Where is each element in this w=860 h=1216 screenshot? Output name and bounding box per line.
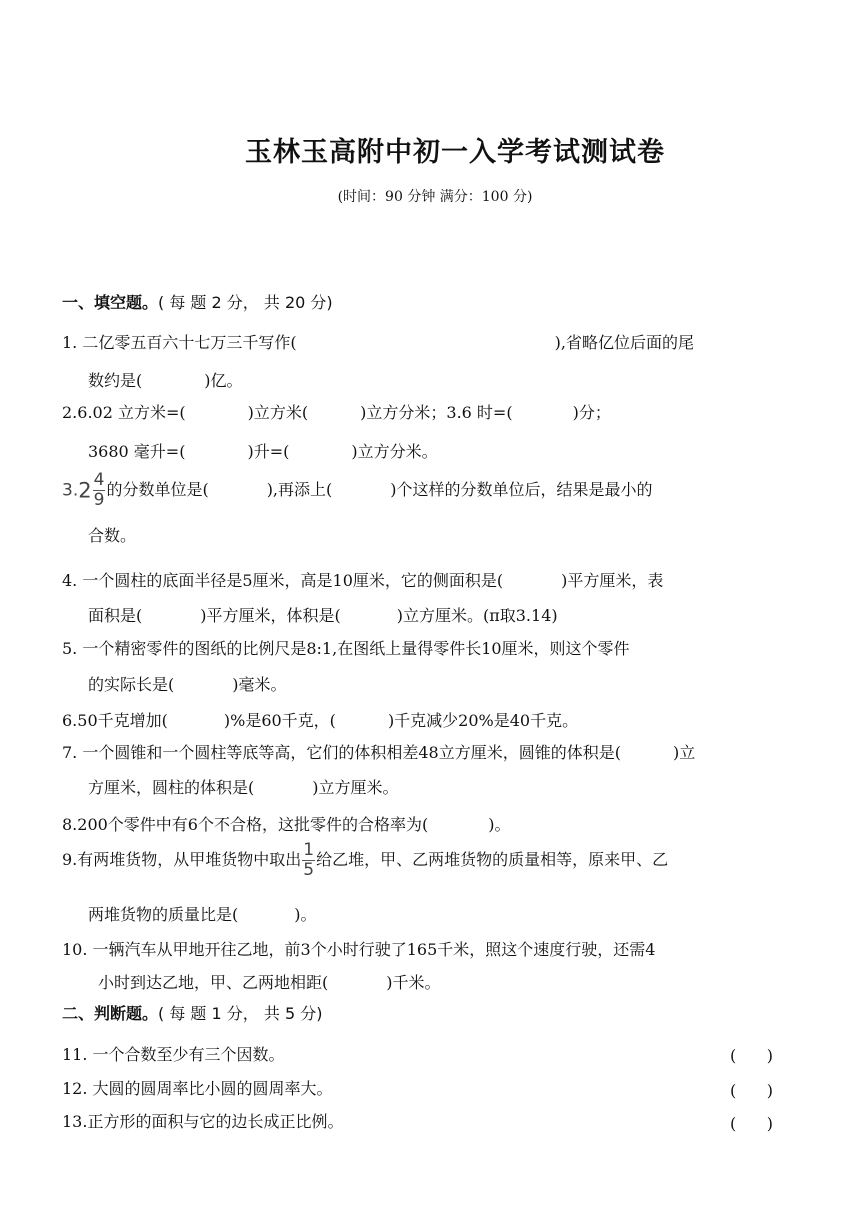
question-2-text: 3680 毫升=( bbox=[88, 442, 186, 461]
judgment-answer-box[interactable]: ( ) bbox=[730, 1046, 773, 1065]
question-2-text: )立方分米；3.6 时=( bbox=[360, 403, 513, 422]
question-7-text: 方厘米，圆柱的体积是( bbox=[88, 778, 255, 797]
section-1-heading bbox=[62, 290, 333, 313]
question-11 bbox=[62, 1042, 285, 1065]
question-9-text: 9.有两堆货物，从甲堆货物中取出 bbox=[62, 850, 302, 869]
judgment-answer-box[interactable]: ( ) bbox=[730, 1114, 773, 1133]
judgment-answer-box[interactable]: ( ) bbox=[730, 1081, 773, 1100]
question-4-line-2 bbox=[88, 603, 558, 626]
mixed-number-whole: 2 bbox=[78, 478, 92, 503]
question-2-text: )分； bbox=[572, 403, 611, 422]
question-7-line-1 bbox=[62, 740, 695, 763]
section-2-heading bbox=[62, 1001, 322, 1024]
question-8-text: 8.200个零件中有6个不合格，这批零件的合格率为( bbox=[62, 815, 429, 834]
question-4-text: )平方厘米，表 bbox=[561, 571, 664, 590]
question-8-text: )。 bbox=[488, 815, 511, 834]
fraction-numerator: 4 bbox=[93, 470, 105, 490]
question-7-text: )立 bbox=[672, 743, 696, 762]
question-5-line-1 bbox=[62, 636, 630, 659]
question-4-text: )立方厘米。(π取3.14) bbox=[396, 606, 558, 625]
question-5-text: 5. 一个精密零件的图纸的比例尺是8:1,在图纸上量得零件长10厘米，则这个零件 bbox=[62, 639, 630, 658]
question-2-text: 2.6.02 立方米=( bbox=[62, 403, 186, 422]
fraction bbox=[302, 842, 315, 879]
question-8-line-1 bbox=[62, 812, 510, 835]
question-2-text: )立方米( bbox=[247, 403, 309, 422]
question-3-text: 的分数单位是( bbox=[106, 480, 209, 499]
question-10-text: )千米。 bbox=[386, 973, 441, 992]
question-11-text: 11. 一个合数至少有三个因数。 bbox=[62, 1045, 285, 1064]
section-1-points: ( 每 题 2 分， 共 20 分) bbox=[158, 293, 333, 312]
question-7-text: )立方厘米。 bbox=[312, 778, 399, 797]
question-9-text: )。 bbox=[294, 905, 317, 924]
question-5-text: 的实际长是( bbox=[88, 675, 175, 694]
fraction-numerator: 1 bbox=[303, 840, 315, 860]
question-9-line-2 bbox=[88, 902, 317, 925]
question-12 bbox=[62, 1076, 333, 1099]
section-1-title: 一、填空题。 bbox=[62, 293, 159, 312]
question-10-line-2 bbox=[98, 970, 441, 993]
question-1-text: 数约是( bbox=[88, 371, 143, 390]
question-2-text: )立方分米。 bbox=[351, 442, 438, 461]
question-3-line-1 bbox=[62, 472, 653, 509]
question-4-text: 面积是( bbox=[88, 606, 143, 625]
question-3-number: 3. bbox=[62, 480, 79, 501]
question-9-text: 给乙堆，甲、乙两堆货物的质量相等，原来甲、乙 bbox=[316, 850, 669, 869]
question-10-text: 10. 一辆汽车从甲地开往乙地，前3个小时行驶了165千米，照这个速度行驶，还需4 bbox=[62, 940, 656, 959]
question-9-line-1 bbox=[62, 842, 668, 879]
question-13 bbox=[62, 1109, 343, 1132]
question-2-line-2 bbox=[88, 439, 438, 462]
section-2-title: 二、判断题。 bbox=[62, 1004, 159, 1023]
question-10-line-1 bbox=[62, 937, 655, 960]
question-3-text: 合数。 bbox=[88, 526, 137, 545]
question-6-line-1 bbox=[62, 708, 578, 731]
exam-info: (时间：90 分钟 满分：100 分) bbox=[337, 189, 533, 205]
question-10-text: 小时到达乙地，甲、乙两地相距( bbox=[98, 973, 329, 992]
question-1-text: )亿。 bbox=[204, 371, 243, 390]
question-13-text: 13.正方形的面积与它的边长成正比例。 bbox=[62, 1112, 344, 1131]
question-1-text: ),省略亿位后面的尾 bbox=[554, 333, 694, 352]
fraction bbox=[93, 472, 106, 509]
fraction-denominator: 9 bbox=[93, 490, 105, 510]
question-6-text: )千克减少20%是40千克。 bbox=[387, 711, 579, 730]
question-1-line-1 bbox=[62, 330, 694, 353]
question-3-text: )个这样的分数单位后，结果是最小的 bbox=[390, 480, 653, 499]
question-7-line-2 bbox=[88, 775, 399, 798]
question-3-line-2 bbox=[88, 523, 136, 546]
question-2-line-1 bbox=[62, 400, 611, 423]
section-2-points: ( 每 题 1 分， 共 5 分) bbox=[158, 1004, 323, 1023]
question-7-text: 7. 一个圆锥和一个圆柱等底等高，它们的体积相差48立方厘米，圆锥的体积是( bbox=[62, 743, 621, 762]
fraction-denominator: 5 bbox=[303, 860, 315, 880]
question-2-text: )升=( bbox=[247, 442, 290, 461]
question-5-text: )毫米。 bbox=[232, 675, 287, 694]
question-4-line-1 bbox=[62, 568, 663, 591]
question-1-line-2 bbox=[88, 368, 243, 391]
question-5-line-2 bbox=[88, 672, 287, 695]
question-12-text: 12. 大圆的圆周率比小圆的圆周率大。 bbox=[62, 1079, 333, 1098]
question-4-text: 4. 一个圆柱的底面半径是5厘米，高是10厘米，它的侧面积是( bbox=[62, 571, 504, 590]
page-title: 玉林玉高附中初一入学考试测试卷 bbox=[245, 137, 665, 168]
question-9-text: 两堆货物的质量比是( bbox=[88, 905, 239, 924]
question-3-text: ),再添上( bbox=[266, 480, 333, 499]
question-1-text: 1. 二亿零五百六十七万三千写作( bbox=[62, 333, 297, 352]
question-6-text: 6.50千克增加( bbox=[62, 711, 168, 730]
question-6-text: )%是60千克，( bbox=[223, 711, 336, 730]
question-4-text: )平方厘米，体积是( bbox=[200, 606, 341, 625]
